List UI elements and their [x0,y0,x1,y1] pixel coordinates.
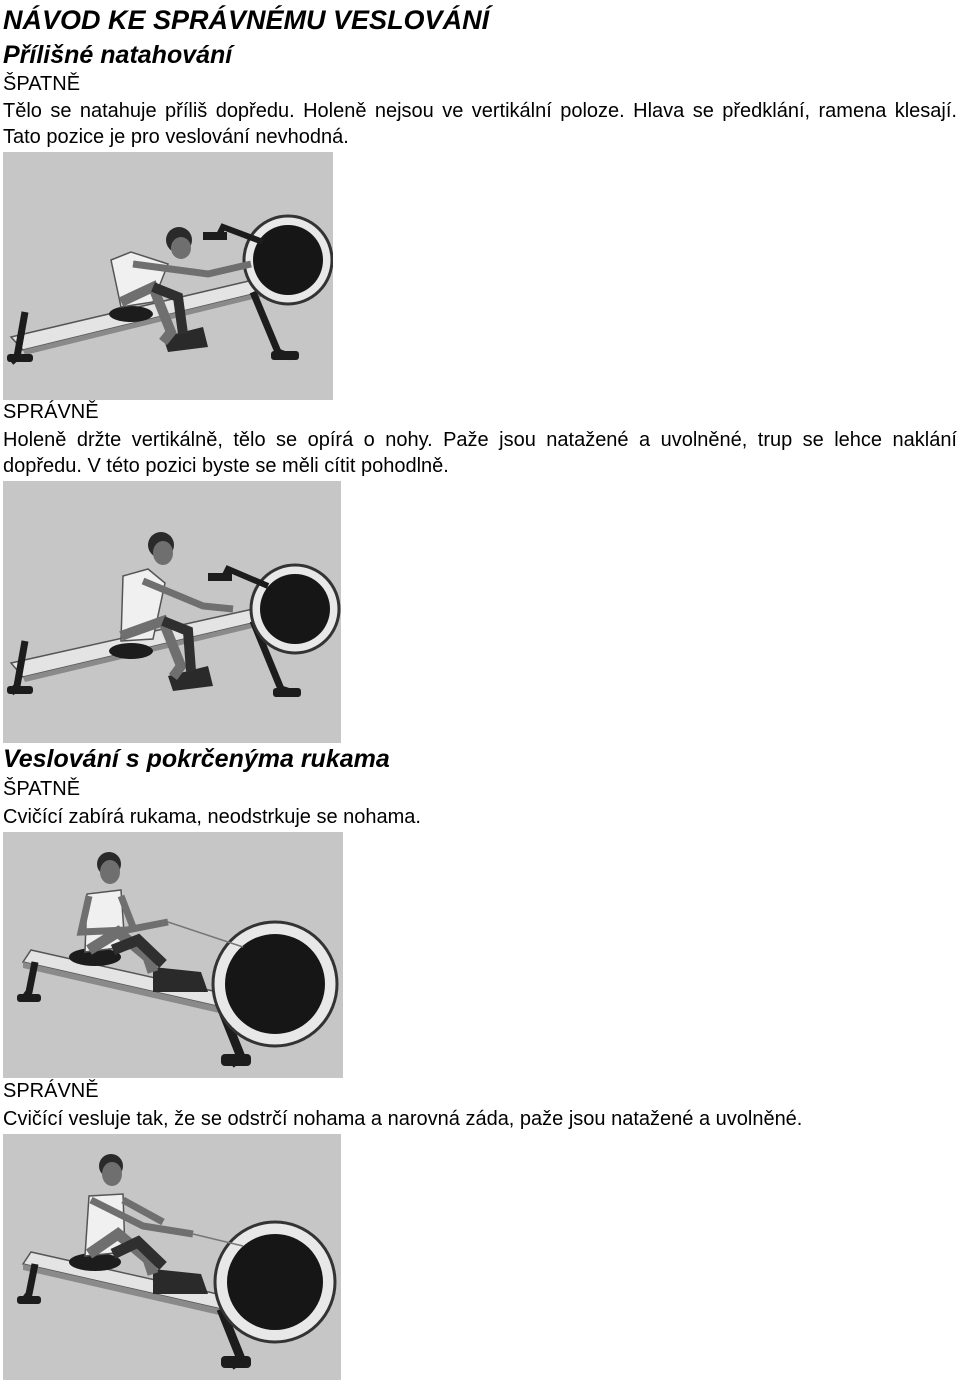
section-title-bent-arms: Veslování s pokrčenýma rukama [3,745,390,773]
document-title: NÁVOD KE SPRÁVNÉMU VESLOVÁNÍ [3,5,490,35]
rowing-photo-bent-arms-wrong [3,832,343,1078]
rowing-photo-overreach-correct [3,481,341,743]
correct-label: SPRÁVNĚ [3,1080,99,1102]
rowing-machine-illustration [7,532,339,697]
wrong-label: ŠPATNĚ [3,73,81,95]
rowing-photo-overreach-wrong [3,152,333,400]
rowing-machine-illustration [17,1154,335,1368]
wrong-label: ŠPATNĚ [3,778,81,800]
rowing-machine-illustration [7,216,332,362]
correct-description: Holeně držte vertikálně, tělo se opírá o nohy. Paže jsou natažené a uvolněné, trup se lehce naklání dopředu. V této pozici byste se měli cítit pohodlně. [3,429,957,477]
correct-description: Cvičící vesluje tak, že se odstrčí nohama a narovná záda, paže jsou natažené a uvolněné. [3,1108,803,1130]
wrong-description: Cvičící zabírá rukama, neodstrkuje se nohama. [3,806,421,828]
rowing-machine-illustration [17,852,337,1066]
rowing-photo-bent-arms-correct [3,1134,341,1380]
wrong-description: Tělo se natahuje příliš dopředu. Holeně nejsou ve vertikální poloze. Hlava se předklání, ramena klesají. Tato pozice je pro veslování nevhodná. [3,100,957,148]
section-title-overreaching: Přílišné natahování [3,41,233,69]
correct-label: SPRÁVNĚ [3,401,99,423]
